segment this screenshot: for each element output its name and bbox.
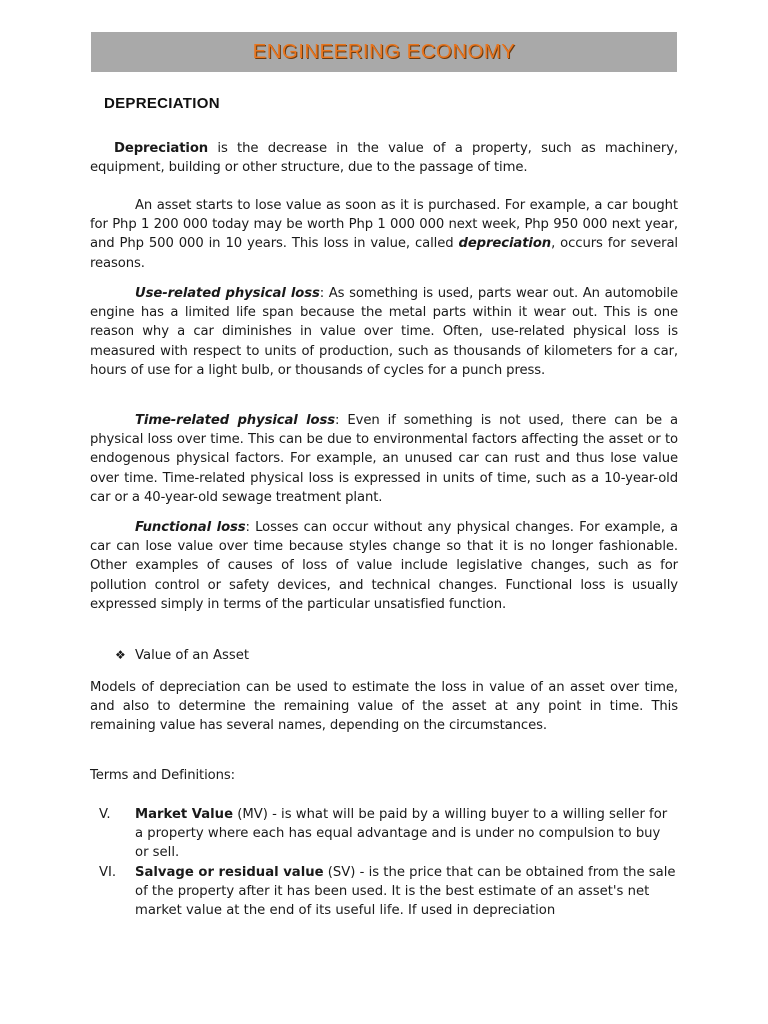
intro-paragraph [90, 139, 678, 177]
models-paragraph: Models of depreciation can be used to estimate the loss in value of an asset over time, and also to determine the remaining value of the asset at any point in time. This remaining value has several names, depending on the circumstances. [90, 680, 678, 734]
section-title: DEPRECIATION [104, 95, 220, 112]
intro-text: is the decrease in the value of a property, such as machinery, equipment, building or other structure, due to the passage of time. [90, 141, 678, 176]
term-number: VI. [99, 864, 117, 880]
value-of-asset-bullet [115, 646, 249, 665]
diamond-bullet-icon: ❖ [115, 648, 126, 662]
term-definition: (MV) - is what will be paid by a willing buyer to a willing seller for a property where each has equal advantage and is under no compulsion to buy or sell. [135, 807, 668, 861]
asset-emphasis: depreciation [458, 236, 552, 252]
loss-type-text: : Even if something is not used, there can be a physical loss over time. This can be due to environmental factors affecting the asset or to endogenous physical factors. For example, an unused car can rust and thus lose value over time. Time-related physical loss is expressed in units of time, such as a 10-year-old car or a 40-year-old sewage treatment plant. [90, 413, 679, 505]
bullet-label: Value of an Asset [135, 648, 249, 663]
asset-text-before: An asset starts to lose value as soon as it is purchased. For example, a car bought for Php 1 200 000 today may be worth Php 1 000 000 next week, Php 950 000 next year, and Php 500 000 in 10 years. This loss in value, called [90, 198, 678, 252]
loss-type-term: Functional loss [135, 520, 246, 535]
term-name: Salvage or residual value [135, 864, 324, 880]
asset-text-after: , occurs for several reasons. [90, 236, 678, 271]
asset-paragraph [90, 196, 678, 273]
use-related-paragraph [90, 284, 678, 380]
document-title: ENGINEERING ECONOMY [252, 40, 516, 63]
terms-list [90, 805, 678, 920]
header-banner [91, 32, 677, 72]
term-number: V. [99, 807, 111, 822]
intro-term: Depreciation [114, 141, 209, 156]
loss-type-text: : Losses can occur without any physical changes. For example, a car can lose value over time because styles change so that it is no longer fashionable. Other examples of causes of loss of value include legislative changes, such as for pollution control or safety devices, and technical changes. Functional loss is usually expressed simply in terms of the particular unsatisfied function. [90, 520, 678, 612]
term-name: Market Value [135, 807, 234, 822]
functional-loss-paragraph [90, 518, 678, 614]
time-related-paragraph [90, 411, 678, 507]
loss-type-text: : As something is used, parts wear out. An automobile engine has a limited life span because the metal parts within it wear out. This is one reason why a car diminishes in value over time. Often, use-related physical loss is measured with respect to units of production, such as thousands of kilometers for a car, hours of use for a light bulb, or thousands of cycles for a punch press. [90, 286, 678, 378]
list-item [90, 805, 678, 863]
loss-type-term: Time-related physical loss [135, 413, 336, 428]
terms-heading: Terms and Definitions: [90, 768, 235, 783]
term-definition: (SV) - is the price that can be obtained from the sale of the property after it has been used. It is the best estimate of an asset's net market value at the end of its useful life. If used in depreciation [135, 864, 676, 919]
loss-type-term: Use-related physical loss [135, 286, 320, 301]
list-item [90, 863, 678, 921]
